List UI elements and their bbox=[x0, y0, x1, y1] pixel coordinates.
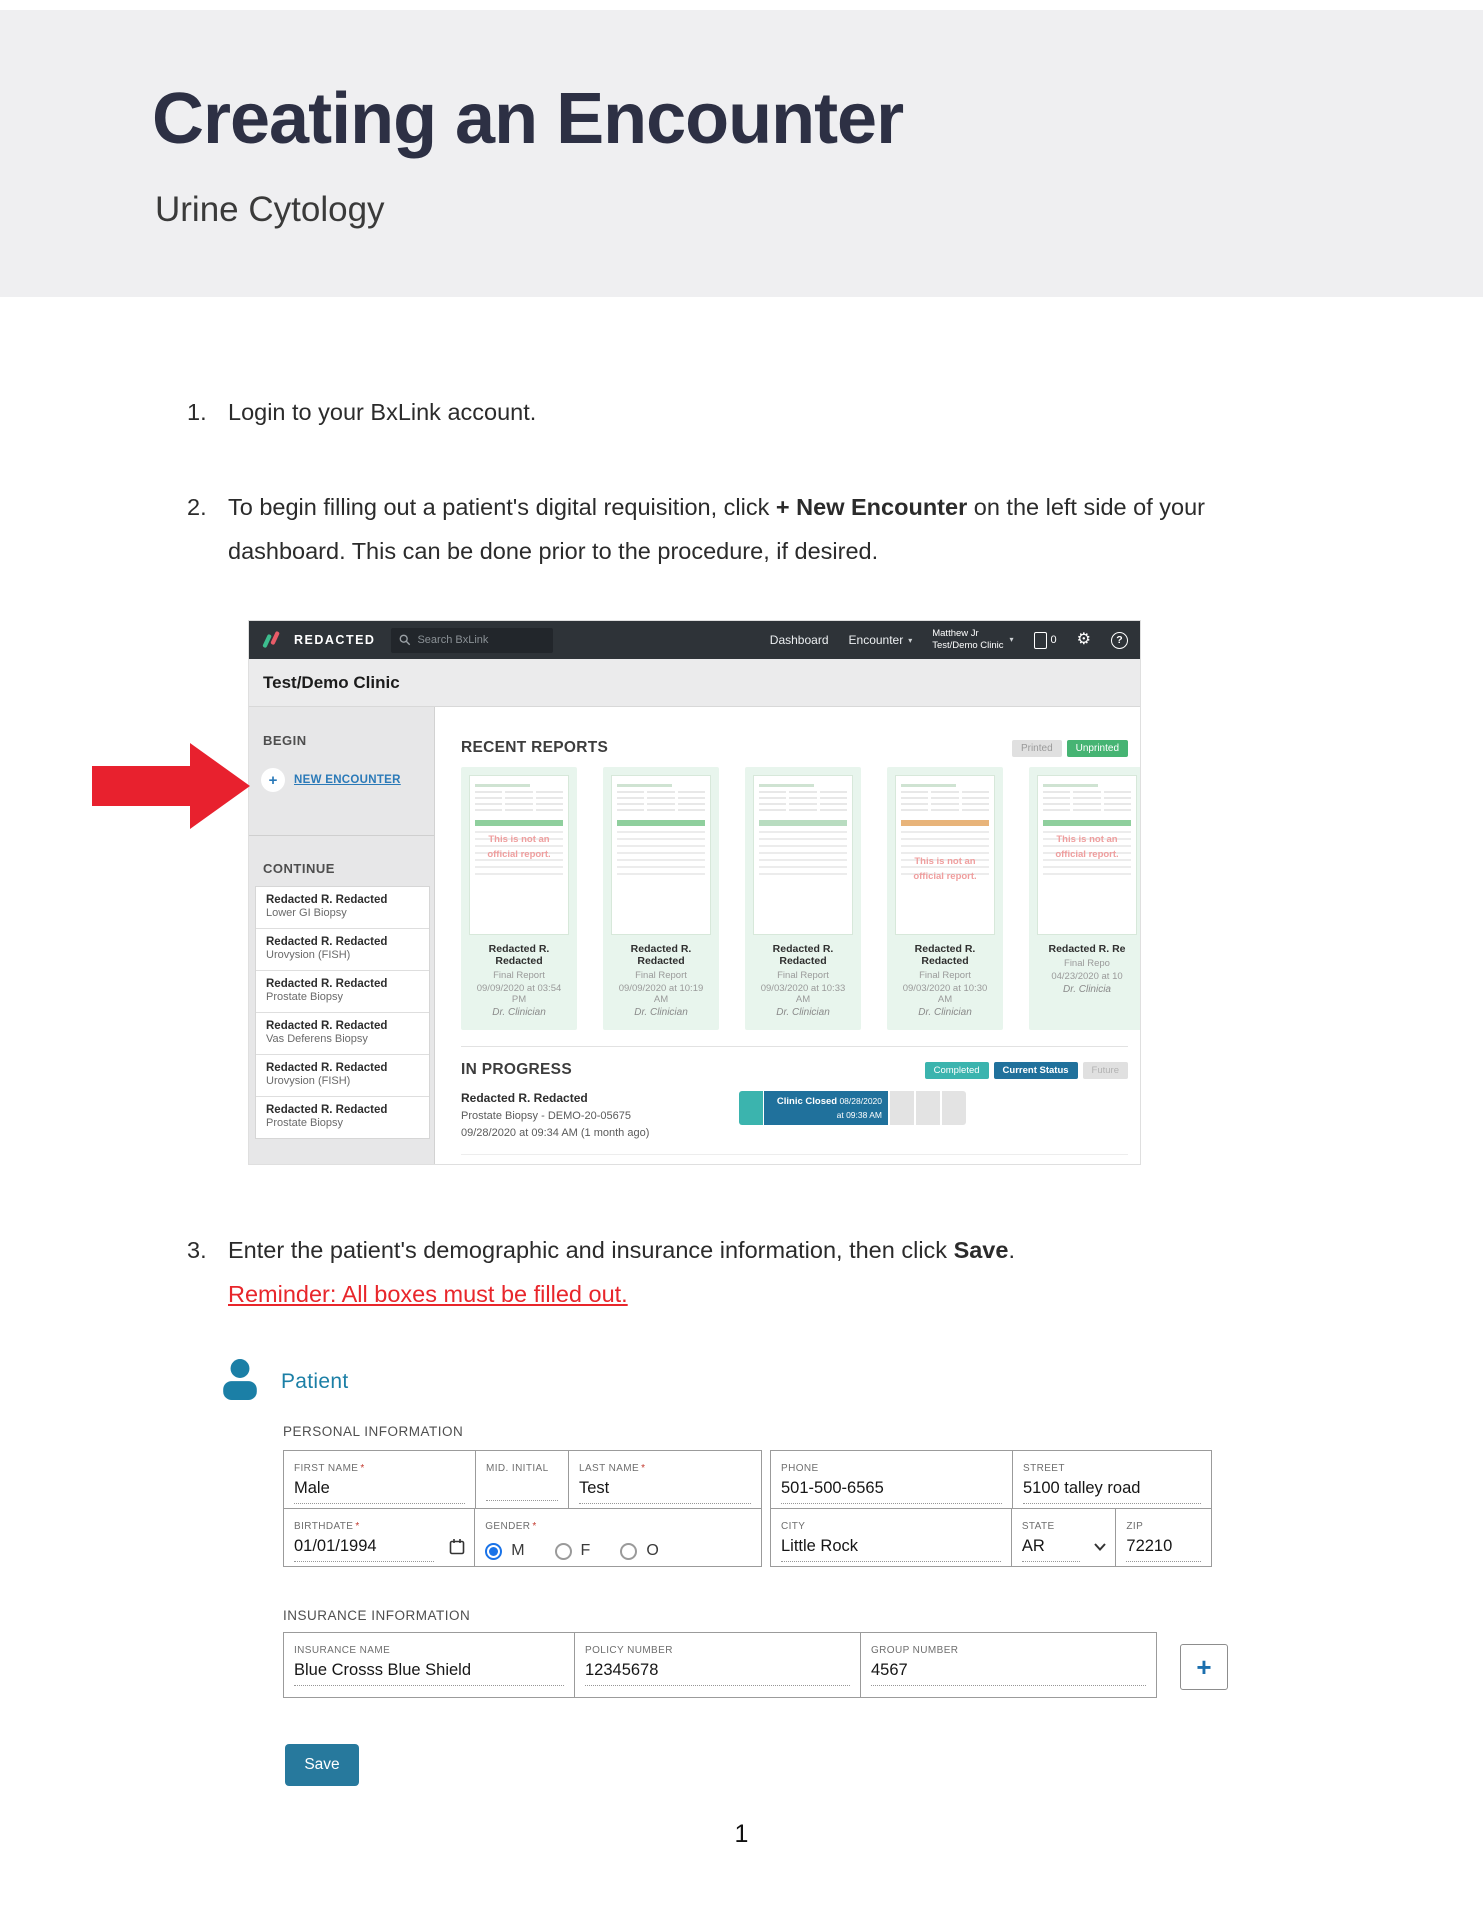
new-encounter-button[interactable] bbox=[261, 768, 434, 792]
report-date: 09/09/2020 at 10:19 AM bbox=[618, 983, 704, 1005]
gender-label-f: F bbox=[580, 1542, 591, 1559]
brand-logo-icon bbox=[261, 628, 285, 652]
procedure-name: Urovysion (FISH) bbox=[266, 949, 351, 961]
patient-icon bbox=[221, 1358, 259, 1400]
report-thumbnail bbox=[469, 775, 569, 935]
field-value[interactable]: Test bbox=[579, 1479, 751, 1504]
report-doctor: Dr. Clinician bbox=[492, 1007, 546, 1018]
report-doctor: Dr. Clinicia bbox=[1063, 984, 1111, 995]
calendar-icon[interactable] bbox=[449, 1538, 465, 1555]
search-icon bbox=[399, 634, 411, 646]
step-3-text-post: . bbox=[1008, 1237, 1015, 1263]
continue-list bbox=[255, 886, 430, 1139]
field-label: FIRST NAME bbox=[294, 1463, 359, 1474]
policy-number-field[interactable] bbox=[575, 1633, 861, 1697]
dashboard-main bbox=[435, 707, 1140, 1165]
procedure-name: Lower GI Biopsy bbox=[266, 907, 347, 919]
field-value[interactable]: 72210 bbox=[1126, 1537, 1201, 1562]
report-type: Final Report bbox=[493, 970, 545, 981]
field-label: BIRTHDATE bbox=[294, 1521, 354, 1532]
chevron-down-icon: ▾ bbox=[908, 635, 913, 645]
gender-label-o: O bbox=[646, 1542, 659, 1559]
report-thumbnail bbox=[895, 775, 995, 935]
sidebar-divider bbox=[249, 835, 434, 836]
field-label: PHONE bbox=[781, 1463, 819, 1474]
watermark: This is not an official report. bbox=[913, 856, 977, 883]
nav-encounter-label: Encounter bbox=[848, 633, 904, 647]
personal-information-heading: PERSONAL INFORMATION bbox=[283, 1424, 464, 1439]
demographics-right-block bbox=[770, 1450, 1212, 1567]
step-3 bbox=[187, 1228, 1318, 1316]
step-2-text-pre: To begin filling out a patient's digital requisition, click bbox=[228, 494, 776, 520]
report-type: Final Repo bbox=[1064, 958, 1110, 969]
field-label: MID. INITIAL bbox=[486, 1463, 549, 1474]
page-number: 1 bbox=[734, 1820, 749, 1848]
field-value[interactable]: 501-500-6565 bbox=[781, 1479, 1002, 1504]
procedure-name: Vas Deferens Biopsy bbox=[266, 1033, 368, 1045]
continue-item[interactable] bbox=[256, 929, 429, 971]
field-value[interactable]: AR bbox=[1022, 1537, 1080, 1562]
field-value[interactable]: Male bbox=[294, 1479, 465, 1504]
field-value[interactable] bbox=[486, 1479, 558, 1501]
patient-section-title: Patient bbox=[281, 1370, 349, 1393]
report-card[interactable] bbox=[1029, 767, 1140, 1030]
plus-icon: + bbox=[261, 768, 285, 792]
insurance-information-heading: INSURANCE INFORMATION bbox=[283, 1608, 471, 1623]
required-asterisk: * bbox=[360, 1463, 365, 1474]
step-2-text-post: on the left side of your dashboard. This can be done prior to the procedure, if desired. bbox=[228, 494, 1205, 564]
report-card[interactable] bbox=[461, 767, 577, 1030]
continue-item[interactable] bbox=[256, 1055, 429, 1097]
report-doctor: Dr. Clinician bbox=[634, 1007, 688, 1018]
state-select[interactable] bbox=[1012, 1509, 1117, 1566]
new-encounter-label: NEW ENCOUNTER bbox=[294, 774, 401, 786]
nav-dashboard-label: Dashboard bbox=[769, 633, 829, 647]
dashboard-screenshot bbox=[248, 620, 1141, 1165]
chevron-down-icon: ▾ bbox=[1009, 634, 1014, 644]
demographics-left-block bbox=[283, 1450, 762, 1567]
gender-label-m: M bbox=[511, 1542, 525, 1559]
report-date: 09/03/2020 at 10:30 AM bbox=[902, 983, 988, 1005]
clinic-title: Test/Demo Clinic bbox=[263, 672, 400, 692]
birthdate-field[interactable] bbox=[284, 1509, 475, 1566]
recent-reports-row bbox=[461, 767, 1128, 1030]
page-subtitle: Urine Cytology bbox=[155, 190, 385, 229]
status-date: 08/28/2020 at 09:38 AM bbox=[836, 1096, 882, 1121]
report-patient: Redacted R. Redacted bbox=[914, 943, 976, 967]
procedure-name: Urovysion (FISH) bbox=[266, 1075, 351, 1087]
report-thumbnail bbox=[1037, 775, 1137, 935]
status-label: Clinic Closed bbox=[776, 1096, 838, 1107]
field-value[interactable]: Little Rock bbox=[781, 1537, 1001, 1562]
unprinted-toggle[interactable]: Unprinted bbox=[1067, 740, 1128, 757]
gender-radio-f[interactable] bbox=[555, 1543, 572, 1560]
future-segment bbox=[942, 1091, 966, 1125]
report-date: 09/03/2020 at 10:33 AM bbox=[760, 983, 846, 1005]
phone-field[interactable] bbox=[771, 1451, 1013, 1508]
required-asterisk: * bbox=[532, 1521, 537, 1532]
report-patient: Redacted R. Redacted bbox=[630, 943, 692, 967]
field-label: STATE bbox=[1021, 1521, 1055, 1532]
report-patient: Redacted R. Redacted bbox=[772, 943, 834, 967]
patient-name: Redacted R. Redacted bbox=[266, 936, 388, 948]
field-value[interactable]: Blue Crosss Blue Shield bbox=[294, 1661, 564, 1686]
report-card[interactable] bbox=[887, 767, 1003, 1030]
continue-item[interactable] bbox=[256, 887, 429, 929]
legend-future: Future bbox=[1083, 1062, 1128, 1079]
patient-name: Redacted R. Redacted bbox=[266, 894, 388, 906]
user-name: Matthew Jr bbox=[932, 627, 979, 639]
report-date: 09/09/2020 at 03:54 PM bbox=[476, 983, 562, 1005]
gender-field bbox=[475, 1509, 761, 1566]
chevron-down-icon bbox=[1094, 1543, 1106, 1551]
device-button[interactable] bbox=[1034, 632, 1057, 649]
completed-segment bbox=[739, 1091, 763, 1125]
report-type: Final Report bbox=[777, 970, 829, 981]
step-3-text-pre: Enter the patient's demographic and insurance information, then click bbox=[228, 1237, 954, 1263]
insurance-block bbox=[283, 1632, 1157, 1698]
field-label: INSURANCE NAME bbox=[294, 1645, 391, 1656]
step-1 bbox=[187, 390, 1318, 434]
red-arrow-annotation bbox=[92, 740, 254, 832]
group-number-field[interactable] bbox=[861, 1633, 1156, 1697]
user-name-clinic bbox=[932, 628, 1003, 653]
printed-toggle[interactable]: Printed bbox=[1012, 740, 1062, 757]
report-thumbnail bbox=[611, 775, 711, 935]
report-doctor: Dr. Clinician bbox=[776, 1007, 830, 1018]
procedure-name: Prostate Biopsy bbox=[266, 991, 344, 1003]
report-type: Final Report bbox=[635, 970, 687, 981]
current-status-segment bbox=[764, 1091, 888, 1125]
city-field[interactable] bbox=[771, 1509, 1012, 1566]
future-segment bbox=[916, 1091, 940, 1125]
report-card[interactable] bbox=[603, 767, 719, 1030]
recent-reports-heading: RECENT REPORTS bbox=[461, 739, 609, 756]
required-asterisk: * bbox=[641, 1463, 646, 1474]
step-2-number: 2. bbox=[187, 494, 207, 520]
dashboard-sidebar bbox=[249, 707, 435, 1165]
device-icon bbox=[1034, 632, 1047, 649]
field-label: CITY bbox=[781, 1521, 806, 1532]
search-input[interactable] bbox=[391, 628, 553, 653]
nav-encounter[interactable] bbox=[849, 633, 913, 647]
field-label: ZIP bbox=[1126, 1521, 1144, 1532]
field-label: GROUP NUMBER bbox=[871, 1645, 959, 1656]
step-1-number: 1. bbox=[187, 399, 207, 425]
continue-item[interactable] bbox=[256, 971, 429, 1013]
device-count: 0 bbox=[1050, 634, 1057, 646]
in-progress-entry[interactable] bbox=[461, 1089, 1128, 1142]
report-patient: Redacted R. Redacted bbox=[488, 943, 550, 967]
section-divider bbox=[461, 1154, 1128, 1155]
field-value[interactable]: 12345678 bbox=[585, 1661, 850, 1686]
in-progress-heading: IN PROGRESS bbox=[461, 1061, 572, 1078]
dashboard-topbar bbox=[249, 621, 1140, 659]
patient-name: Redacted R. Redacted bbox=[266, 978, 388, 990]
continue-heading: CONTINUE bbox=[263, 861, 335, 876]
field-value[interactable]: 4567 bbox=[871, 1661, 1146, 1686]
gear-icon[interactable]: ⚙ bbox=[1076, 631, 1091, 648]
mid-initial-field[interactable] bbox=[476, 1451, 569, 1508]
field-label: STREET bbox=[1023, 1463, 1065, 1474]
patient-name: Redacted R. Redacted bbox=[461, 1091, 588, 1105]
patient-name: Redacted R. Redacted bbox=[266, 1104, 388, 1116]
step-2-text bbox=[228, 485, 1318, 573]
report-patient: Redacted R. Re bbox=[1048, 943, 1126, 955]
gender-radio-m[interactable] bbox=[485, 1543, 502, 1560]
street-field[interactable] bbox=[1013, 1451, 1211, 1508]
step-2-text-bold: + New Encounter bbox=[775, 494, 968, 520]
watermark: This is not an official report. bbox=[1055, 834, 1119, 861]
report-date: 04/23/2020 at 10 bbox=[1051, 971, 1123, 982]
first-name-field[interactable] bbox=[284, 1451, 476, 1508]
report-doctor: Dr. Clinician bbox=[918, 1007, 972, 1018]
watermark: This is not an official report. bbox=[487, 834, 551, 861]
procedure-id: Prostate Biopsy - DEMO-20-05675 bbox=[461, 1109, 631, 1122]
report-thumbnail bbox=[753, 775, 853, 935]
procedure-name: Prostate Biopsy bbox=[266, 1117, 344, 1129]
step-1-text: Login to your BxLink account. bbox=[228, 399, 537, 425]
report-card[interactable] bbox=[745, 767, 861, 1030]
future-segment bbox=[890, 1091, 914, 1125]
step-3-text bbox=[228, 1228, 1318, 1316]
continue-item[interactable] bbox=[256, 1097, 429, 1138]
step-3-number: 3. bbox=[187, 1237, 207, 1263]
report-type: Final Report bbox=[919, 970, 971, 981]
last-name-field[interactable] bbox=[569, 1451, 761, 1508]
help-icon[interactable]: ? bbox=[1111, 632, 1128, 649]
legend-completed: Completed bbox=[925, 1062, 989, 1079]
required-asterisk: * bbox=[355, 1521, 360, 1532]
zip-field[interactable] bbox=[1116, 1509, 1211, 1566]
step-3-text-bold: Save bbox=[953, 1237, 1009, 1263]
begin-heading: BEGIN bbox=[263, 733, 307, 748]
nav-dashboard[interactable] bbox=[770, 633, 829, 647]
page-title: Creating an Encounter bbox=[152, 79, 904, 159]
patient-name: Redacted R. Redacted bbox=[266, 1062, 388, 1074]
insurance-name-field[interactable] bbox=[284, 1633, 575, 1697]
reminder-text: Reminder: All boxes must be filled out. bbox=[228, 1281, 628, 1307]
continue-item[interactable] bbox=[256, 1013, 429, 1055]
brand-name: REDACTED bbox=[294, 633, 376, 647]
field-label: GENDER bbox=[485, 1521, 531, 1532]
field-label: LAST NAME bbox=[579, 1463, 640, 1474]
clinic-header bbox=[249, 659, 1140, 707]
legend-current-status: Current Status bbox=[994, 1062, 1078, 1079]
encounter-date: 09/28/2020 at 09:34 AM (1 month ago) bbox=[461, 1126, 650, 1139]
field-value[interactable]: 01/01/1994 bbox=[294, 1537, 434, 1562]
step-2 bbox=[187, 485, 1318, 573]
field-value[interactable]: 5100 talley road bbox=[1023, 1479, 1201, 1504]
status-progress-bar bbox=[739, 1091, 966, 1125]
section-divider bbox=[461, 1046, 1128, 1047]
save-button[interactable]: Save bbox=[285, 1744, 359, 1786]
user-menu[interactable] bbox=[932, 628, 1013, 653]
search-placeholder: Search BxLink bbox=[417, 634, 489, 646]
add-insurance-button[interactable]: + bbox=[1180, 1644, 1228, 1690]
user-clinic: Test/Demo Clinic bbox=[932, 640, 1004, 651]
gender-radio-o[interactable] bbox=[620, 1543, 637, 1560]
patient-name: Redacted R. Redacted bbox=[266, 1020, 388, 1032]
field-label: POLICY NUMBER bbox=[585, 1645, 673, 1656]
